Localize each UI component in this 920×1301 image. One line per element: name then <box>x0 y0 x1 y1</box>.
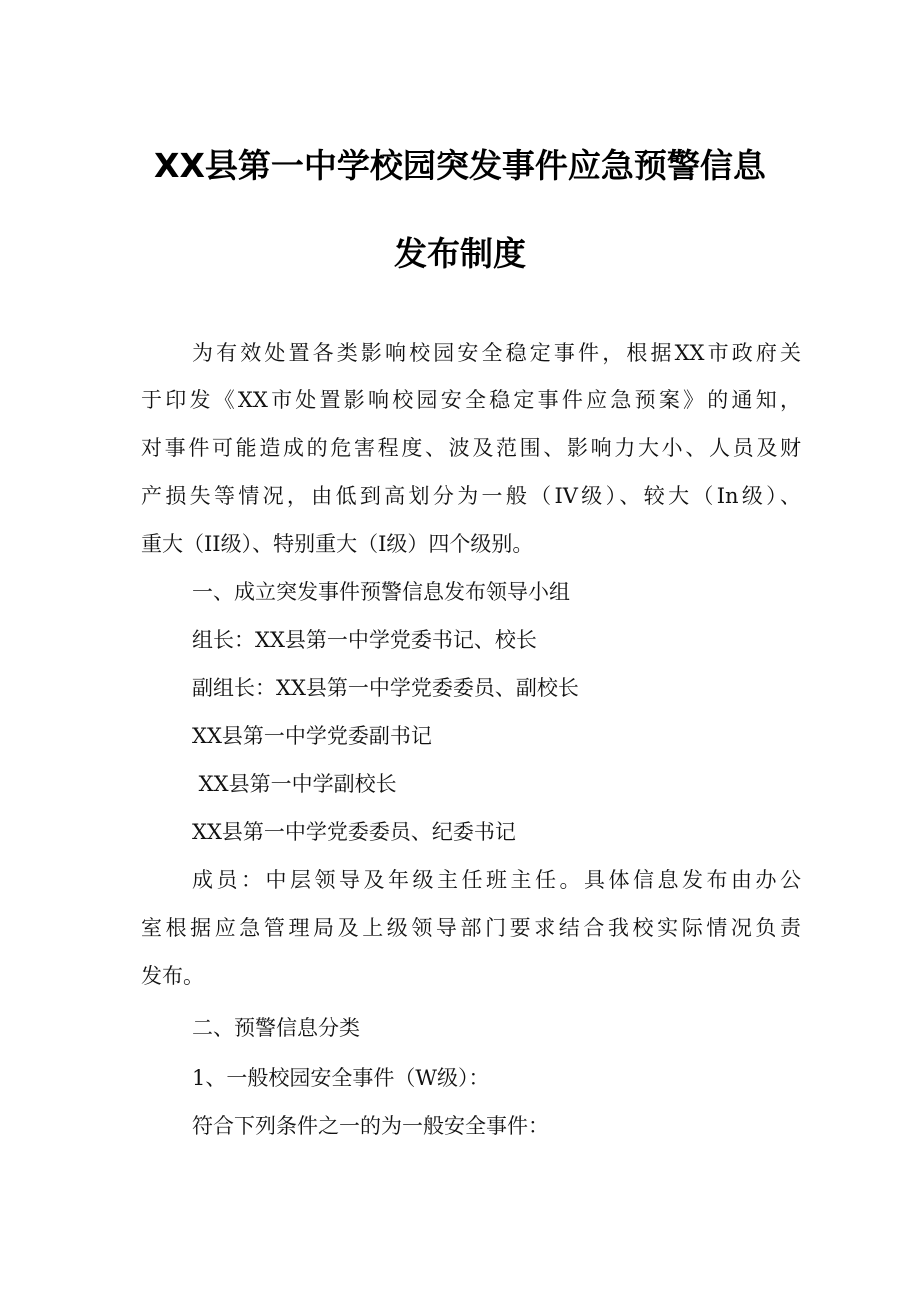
paragraph-line: 为有效处置各类影响校园安全稳定事件，根据XX市政府关 <box>192 341 801 365</box>
paragraph-line: XX县第一中学党委副书记 <box>192 724 432 748</box>
paragraph-line: 室根据应急管理局及上级领导部门要求结合我校实际情况负责 <box>141 916 801 940</box>
paragraph-line: 副组长：XX县第一中学党委委员、副校长 <box>192 676 579 700</box>
paragraph-line: 符合下列条件之一的为一般安全事件： <box>192 1114 549 1138</box>
paragraph-line: XX县第一中学副校长 <box>192 772 397 796</box>
document-title-line-2: 发布制度 <box>394 234 526 273</box>
paragraph-line: 成员：中层领导及年级主任班主任。具体信息发布由办公 <box>192 868 801 892</box>
paragraph-line: 组长：XX县第一中学党委书记、校长 <box>192 628 537 652</box>
section-heading: 二、预警信息分类 <box>192 1016 360 1040</box>
paragraph-line: 产损失等情况，由低到高划分为一般（IV级）、较大（In级）、 <box>141 484 801 508</box>
paragraph-line: 重大（II级）、特别重大（I级）四个级别。 <box>141 532 534 556</box>
paragraph-line: 于印发《XX市处置影响校园安全稳定事件应急预案》的通知， <box>141 388 801 412</box>
paragraph-line: 1、一般校园安全事件（W级）： <box>192 1066 490 1090</box>
paragraph-line: 发布。 <box>141 964 204 988</box>
paragraph-line: 对事件可能造成的危害程度、波及范围、影响力大小、人员及财 <box>141 436 801 460</box>
document-title-line-1: XX县第一中学校园突发事件应急预警信息 <box>154 146 766 185</box>
paragraph-line: XX县第一中学党委委员、纪委书记 <box>192 820 516 844</box>
section-heading: 一、成立突发事件预警信息发布领导小组 <box>192 580 570 604</box>
